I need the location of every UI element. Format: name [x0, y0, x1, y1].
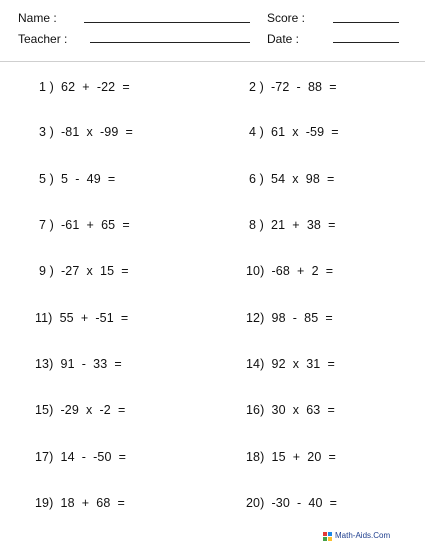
brand-text: Math-Aids.Com [335, 531, 391, 540]
teacher-label: Teacher : [18, 32, 68, 46]
problem-10: 10) -68 + 2 = [246, 264, 334, 278]
logo-cell [323, 537, 327, 541]
problem-19: 19) 18 + 68 = [35, 496, 125, 510]
problem-4: 4 ) 61 x -59 = [249, 125, 339, 139]
problem-5: 5 ) 5 - 49 = [39, 172, 116, 186]
header-divider [0, 61, 425, 62]
logo-cell [323, 532, 327, 536]
problem-9: 9 ) -27 x 15 = [39, 264, 129, 278]
math-aids-logo-icon [323, 532, 332, 541]
brand-footer [323, 530, 390, 542]
problem-1: 1 ) 62 + -22 = [39, 80, 130, 94]
problem-13: 13) 91 - 33 = [35, 357, 122, 371]
problem-2: 2 ) -72 - 88 = [249, 80, 337, 94]
logo-cell [328, 532, 332, 536]
teacher-line[interactable] [90, 42, 250, 43]
problem-14: 14) 92 x 31 = [246, 357, 335, 371]
problem-3: 3 ) -81 x -99 = [39, 125, 133, 139]
date-line[interactable] [333, 42, 399, 43]
problem-16: 16) 30 x 63 = [246, 403, 335, 417]
problem-12: 12) 98 - 85 = [246, 311, 333, 325]
problem-15: 15) -29 x -2 = [35, 403, 126, 417]
problem-8: 8 ) 21 + 38 = [249, 218, 336, 232]
date-label: Date : [267, 32, 300, 46]
problem-6: 6 ) 54 x 98 = [249, 172, 335, 186]
problem-18: 18) 15 + 20 = [246, 450, 336, 464]
score-line[interactable] [333, 22, 399, 23]
name-label: Name : [18, 11, 57, 25]
name-line[interactable] [84, 22, 250, 23]
problem-17: 17) 14 - -50 = [35, 450, 127, 464]
logo-cell [328, 537, 332, 541]
problem-11: 11) 55 + -51 = [35, 311, 129, 325]
score-label: Score : [267, 11, 306, 25]
problem-7: 7 ) -61 + 65 = [39, 218, 130, 232]
problem-20: 20) -30 - 40 = [246, 496, 338, 510]
